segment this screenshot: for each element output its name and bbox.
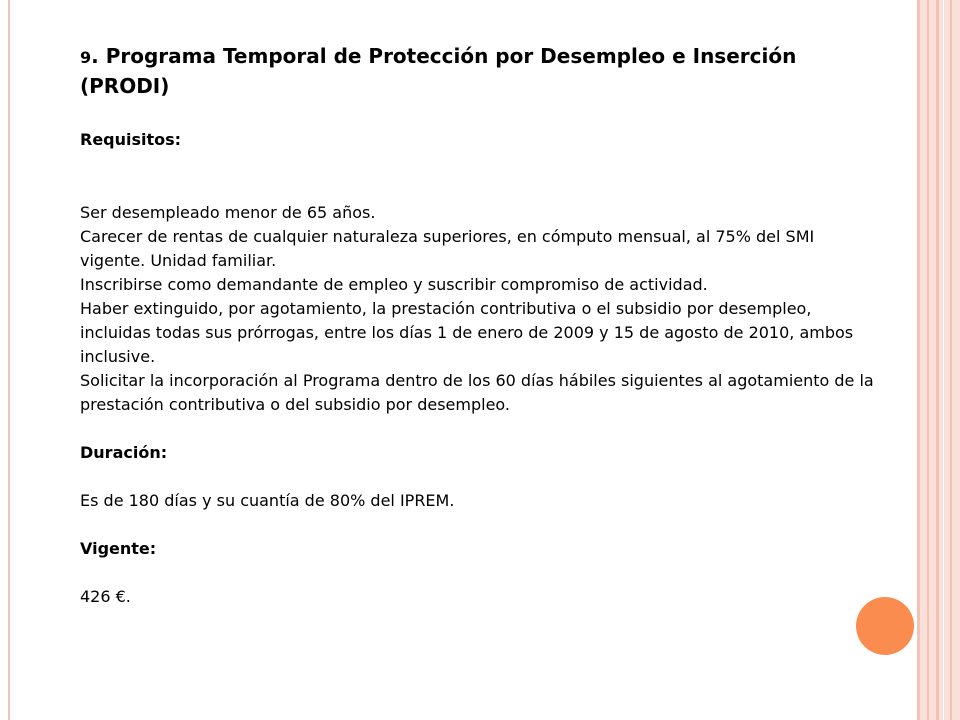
requisito-item: Haber extinguido, por agotamiento, la prestación contributiva o el subsidio por desempleo, incluidas todas sus prórrogas, entre los días 1 de enero de 2009 y 15 de agosto de 2010, ambos inclusive.	[80, 299, 854, 366]
vigente-text: 426 €.	[80, 587, 131, 606]
panel-stripe	[917, 0, 920, 720]
panel-stripe	[943, 0, 944, 720]
vigente-heading: Vigente:	[80, 539, 157, 558]
title-number: 9	[80, 48, 92, 67]
slide-content	[80, 42, 880, 609]
title-text: . Programa Temporal de Protección por Desempleo e Inserción (PRODI)	[80, 44, 797, 98]
requisito-item: Ser desempleado menor de 65 años.	[80, 203, 376, 222]
right-decorative-panel	[917, 0, 960, 720]
requisito-item: Inscribirse como demandante de empleo y suscribir compromiso de actividad.	[80, 275, 708, 294]
panel-stripe	[950, 0, 952, 720]
panel-stripe	[936, 0, 939, 720]
left-border-line	[8, 0, 10, 720]
requisito-item: Carecer de rentas de cualquier naturaleza superiores, en cómputo mensual, al 75% del SMI vigente. Unidad familiar.	[80, 227, 815, 270]
duracion-text: Es de 180 días y su cuantía de 80% del IPREM.	[80, 491, 455, 510]
requisitos-list	[80, 201, 880, 417]
requisitos-heading: Requisitos:	[80, 130, 182, 149]
duracion-heading: Duración:	[80, 443, 168, 462]
slide-title	[80, 42, 880, 101]
requisito-item: Solicitar la incorporación al Programa dentro de los 60 días hábiles siguientes al agotamiento de la prestación contributiva o del subsidio por desempleo.	[80, 371, 874, 414]
panel-stripe	[927, 0, 929, 720]
